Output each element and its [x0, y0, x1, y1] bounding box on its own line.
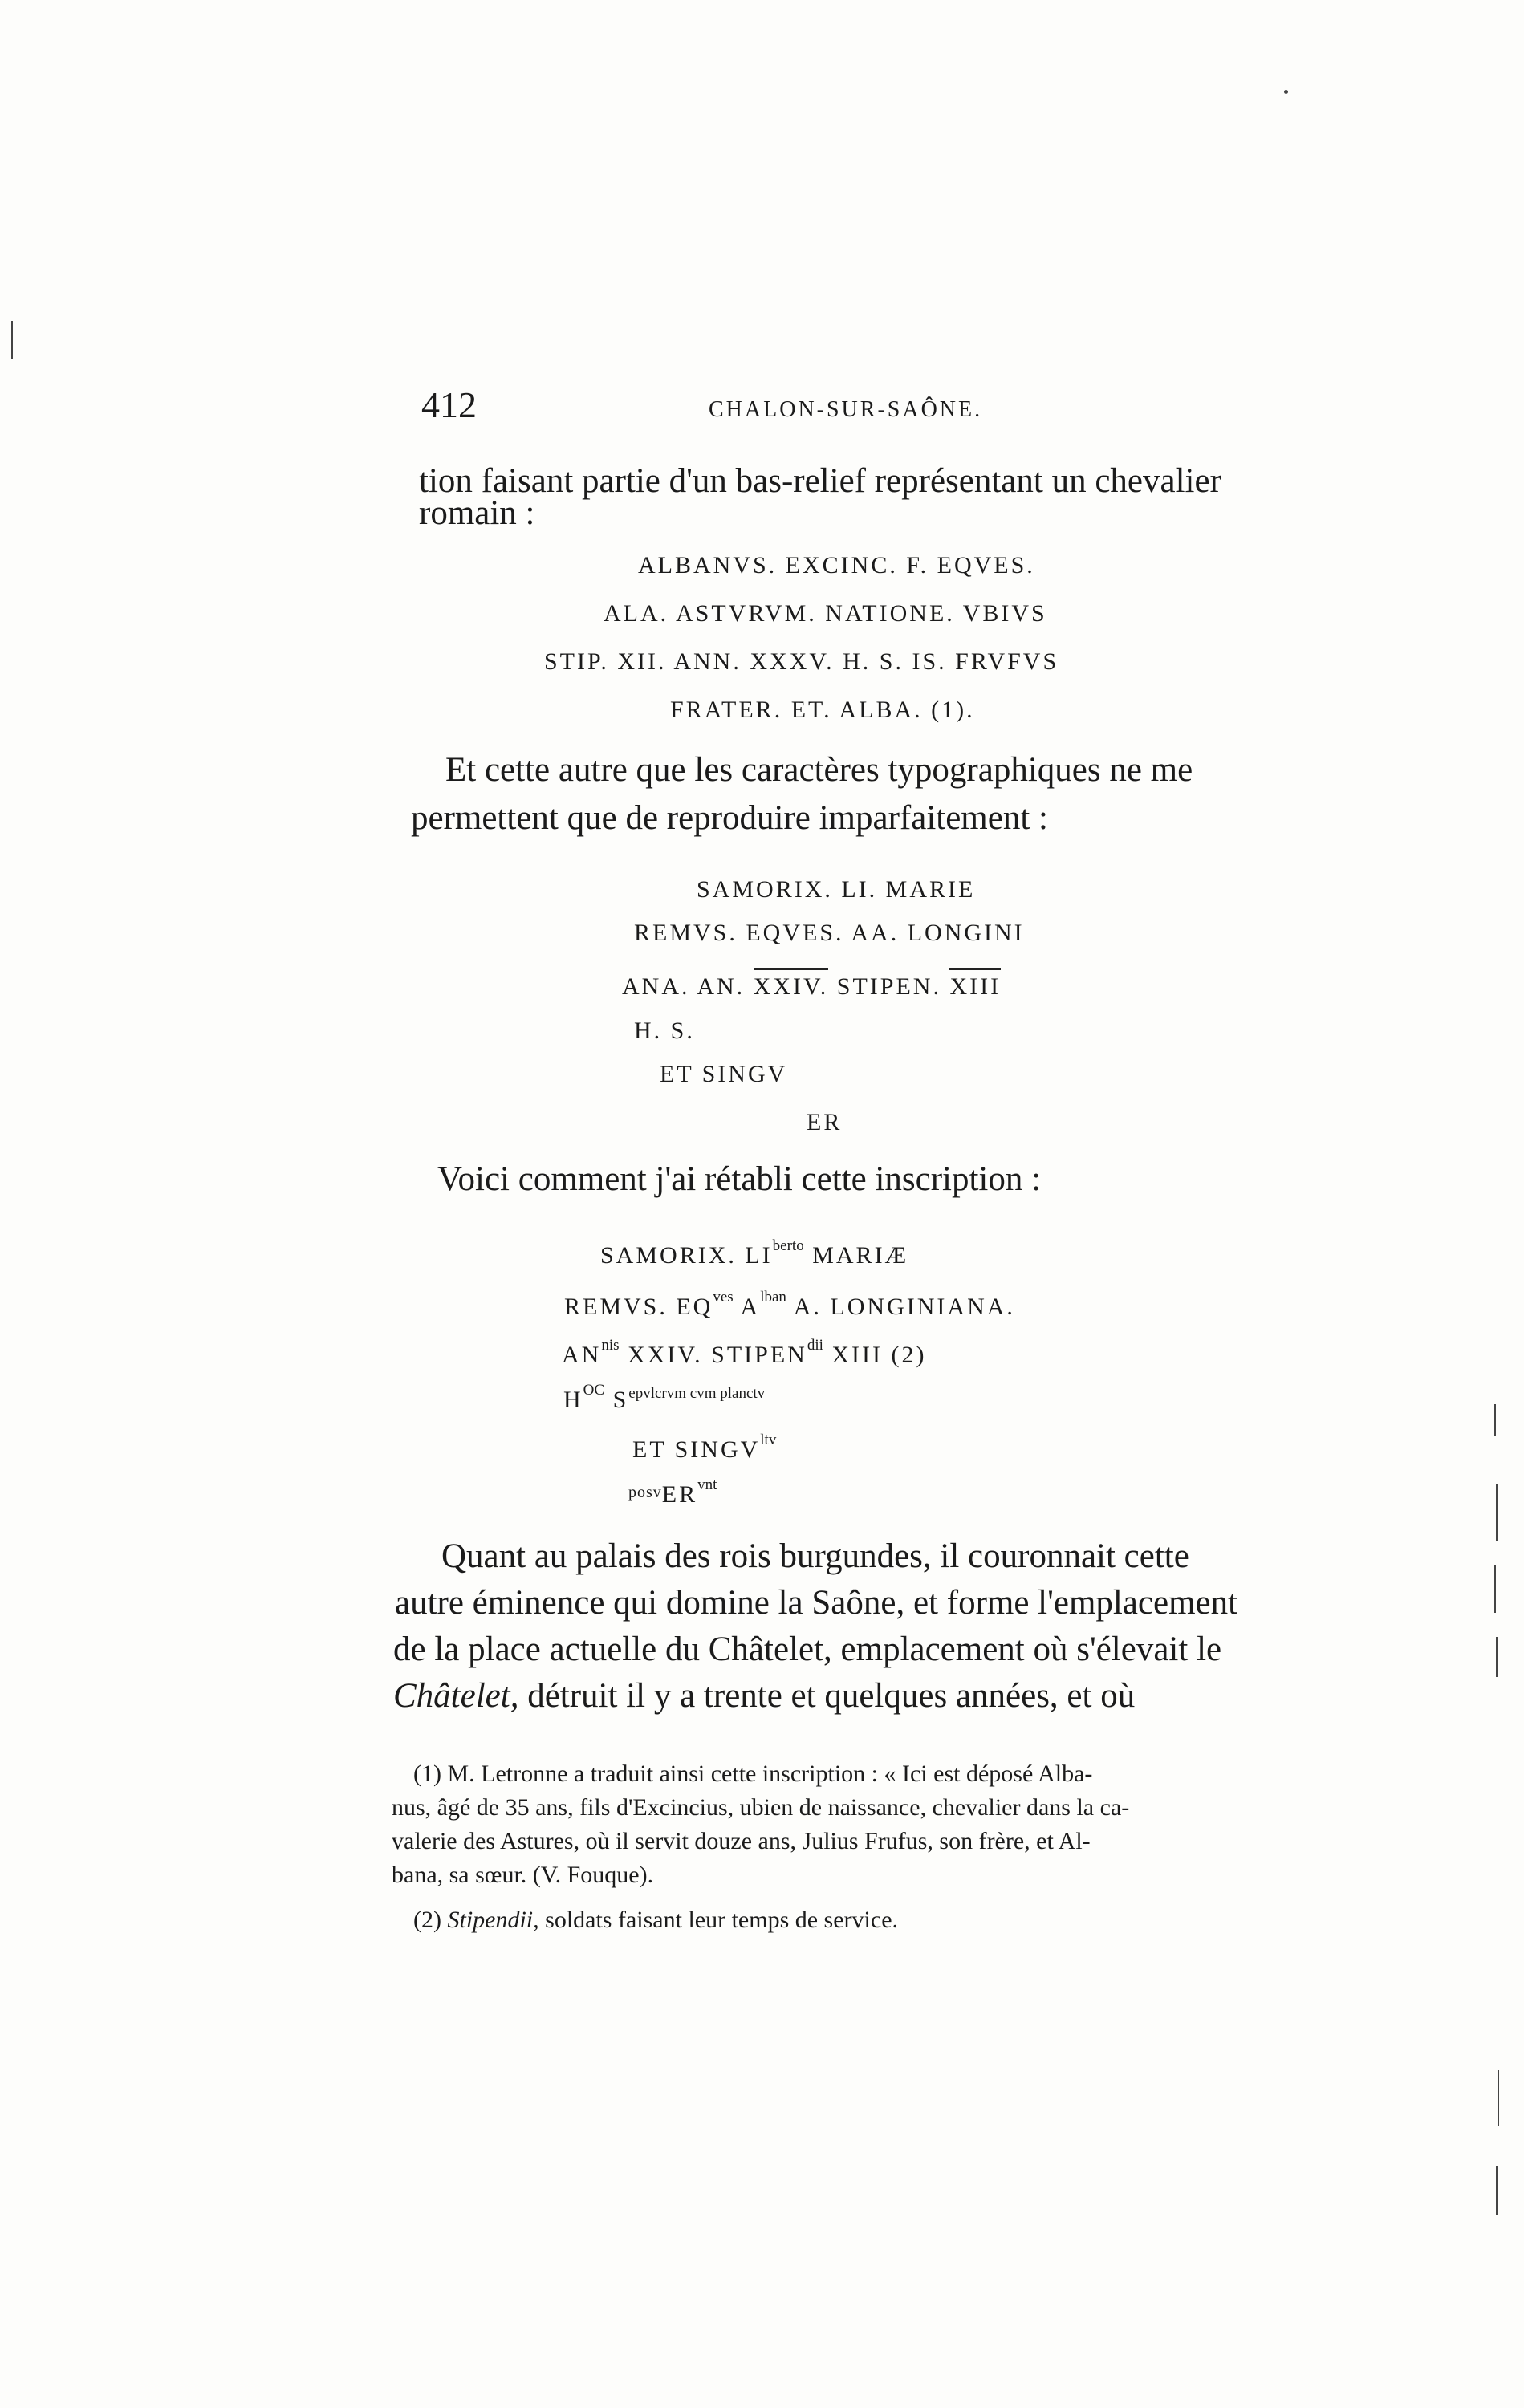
inscription2-line: REMVS. EQVES. AA. LONGINI — [634, 920, 1025, 946]
inscription2-line: SAMORIX. LI. MARIE — [697, 876, 976, 903]
scan-artifact — [1496, 2166, 1498, 2215]
inscription1-line: STIP. XII. ANN. XXXV. H. S. IS. FRVFVS — [544, 648, 1059, 675]
inscription1-line: ALA. ASTVRVM. NATIONE. VBIVS — [604, 600, 1047, 627]
inscription2-text: STIPEN. — [836, 973, 941, 1000]
inscription2-line: H. S. — [634, 1017, 695, 1044]
para2-line-2: permettent que de reproduire imparfaitement : — [411, 799, 1048, 837]
intro-line-1: tion faisant partie d'un bas-relief représentant un chevalier — [419, 462, 1221, 500]
footnote-1-line: (1) M. Letronne a traduit ainsi cette inscription : « Ici est déposé Alba- — [413, 1760, 1093, 1787]
footnote-1-line: valerie des Astures, où il servit douze ans, Julius Frufus, son frère, et Al- — [392, 1828, 1091, 1854]
restored-line-1: SAMORIX. $LI^{berto}$ MARIÆ — [600, 1237, 909, 1269]
scan-artifact — [1494, 1565, 1496, 1613]
scan-artifact — [1284, 90, 1288, 94]
para4-line-1: Quant au palais des rois burgundes, il couronnait cette — [441, 1537, 1189, 1575]
inscription1-line: ALBANVS. EXCINC. F. EQVES. — [638, 552, 1035, 579]
scan-artifact — [11, 321, 13, 359]
inscription2-text: ANA. AN. — [622, 973, 746, 1000]
scan-artifact — [1498, 2070, 1499, 2126]
inscription2-line: ER — [807, 1109, 843, 1135]
inscription1-line: FRATER. ET. ALBA. (1). — [670, 696, 975, 723]
para2-line-1: Et cette autre que les caractères typographiques ne me — [445, 751, 1193, 789]
scan-artifact — [1494, 1404, 1496, 1436]
footnote-1-line: bana, sa sœur. (V. Fouque). — [392, 1862, 654, 1888]
italic-word: Châtelet, — [393, 1677, 519, 1715]
restored-line-3: $AN^{nis}$ XXIV. $STIPEN^{dii}$ XIII (2) — [562, 1337, 927, 1368]
restored-line-6: $^{posv}ER^{vnt}$ — [628, 1476, 717, 1508]
footnote-2: (2) Stipendii, soldats faisant leur temps de service. — [413, 1907, 899, 1933]
scan-artifact — [1496, 1484, 1498, 1541]
inscription2-line: ET SINGV — [660, 1061, 788, 1087]
para4-line-2: autre éminence qui domine la Saône, et forme l'emplacement — [395, 1584, 1238, 1622]
overlined-numeral: XXIV. — [754, 968, 829, 1001]
para3: Voici comment j'ai rétabli cette inscription : — [437, 1160, 1042, 1198]
page-number: 412 — [421, 384, 477, 425]
restored-line-5: ET $SINGV^{ltv}$ — [632, 1431, 777, 1463]
inscription2-line-3 — [622, 968, 1001, 1001]
para4-line-3: de la place actuelle du Châtelet, emplacement où s'élevait le — [393, 1630, 1222, 1668]
scan-artifact — [1496, 1637, 1498, 1677]
para4-line-4: Châtelet, détruit il y a trente et quelques années, et où — [393, 1677, 1136, 1715]
intro-line-2: romain : — [419, 494, 535, 532]
overlined-numeral: XIII — [949, 968, 1001, 1001]
restored-line-4: $H^{OC}$ $S^{epvlcrvm cvm planctv}$ — [563, 1382, 766, 1413]
running-title: CHALON-SUR-SAÔNE. — [709, 397, 983, 422]
restored-line-2: REMVS. $EQ^{ves}$ $A^{lban}$ A. LONGINIANA. — [564, 1289, 1015, 1320]
footnote-1-line: nus, âgé de 35 ans, fils d'Excincius, ubien de naissance, chevalier dans la ca- — [392, 1794, 1130, 1821]
